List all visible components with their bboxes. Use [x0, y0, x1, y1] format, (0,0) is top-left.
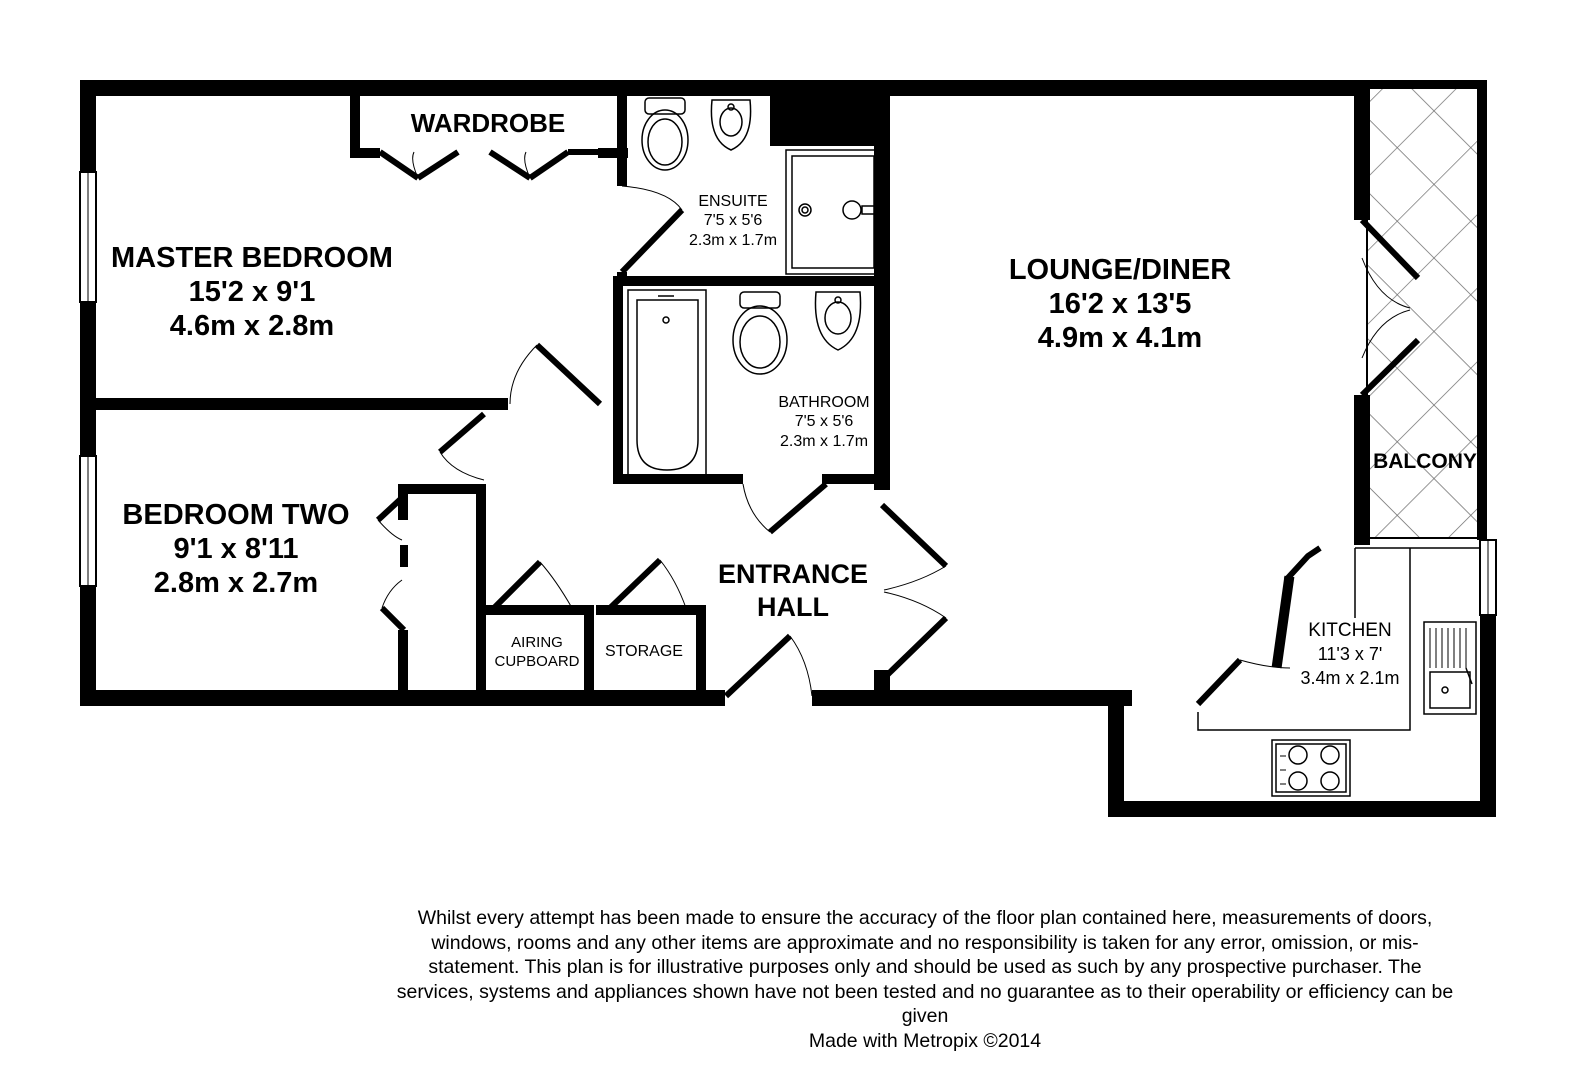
lounge-diner-metric: 4.9m x 4.1m [1037, 322, 1203, 354]
bedroom-two-metric: 2.8m x 2.7m [153, 567, 319, 599]
kitchen-metric: 3.4m x 2.1m [1300, 668, 1400, 688]
basin-icon [815, 292, 860, 350]
bedroom-two-name: BEDROOM TWO [122, 499, 350, 531]
entrance-hall-line1: ENTRANCE [717, 559, 869, 589]
bathroom-imperial: 7'5 x 5'6 [794, 413, 854, 430]
ensuite-metric: 2.3m x 1.7m [688, 232, 778, 249]
airing-cupboard-line2: CUPBOARD [494, 653, 580, 670]
doors [378, 152, 1418, 704]
entrance-hall-line2: HALL [757, 592, 829, 622]
bath-icon [628, 290, 706, 476]
balcony-label: BALCONY [1373, 450, 1477, 473]
storage-label: STORAGE [605, 643, 683, 660]
disclaimer-text: Whilst every attempt has been made to ensure the accuracy of the floor plan contained here, measurements of doors, windows, rooms and any other items are approximate and no responsibility is taken for any error, omission, or mis-statement. This plan is for illustrative purposes only and should be used as such by any prospective purchaser. The services, systems and appliances shown have not been tested and no guarantee as to their operability or efficiency can be given [396, 907, 1454, 1027]
ensuite-imperial: 7'5 x 5'6 [703, 212, 763, 229]
bedroom-two-imperial: 9'1 x 8'11 [173, 533, 299, 565]
master-bedroom-imperial: 15'2 x 9'1 [188, 276, 316, 308]
bathroom-name: BATHROOM [778, 394, 870, 411]
shower-icon [786, 150, 880, 274]
lounge-diner-name: LOUNGE/DINER [1008, 254, 1232, 286]
credit-text: Made with Metropix ©2014 [808, 1030, 1042, 1052]
master-bedroom-name: MASTER BEDROOM [111, 242, 393, 274]
basin-icon [711, 100, 750, 150]
wardrobe-label: WARDROBE [410, 108, 566, 138]
ensuite-name: ENSUITE [698, 193, 768, 210]
hob-icon [1272, 740, 1350, 796]
bathroom-metric: 2.3m x 1.7m [779, 433, 869, 450]
toilet-icon [733, 292, 787, 374]
lounge-diner-imperial: 16'2 x 13'5 [1048, 288, 1192, 320]
kitchen-imperial: 11'3 x 7' [1317, 644, 1383, 664]
airing-cupboard-line1: AIRING [511, 634, 563, 651]
kitchen-name: KITCHEN [1308, 620, 1392, 641]
sink-icon [1424, 622, 1476, 714]
master-bedroom-metric: 4.6m x 2.8m [169, 310, 335, 342]
toilet-icon [642, 98, 688, 170]
